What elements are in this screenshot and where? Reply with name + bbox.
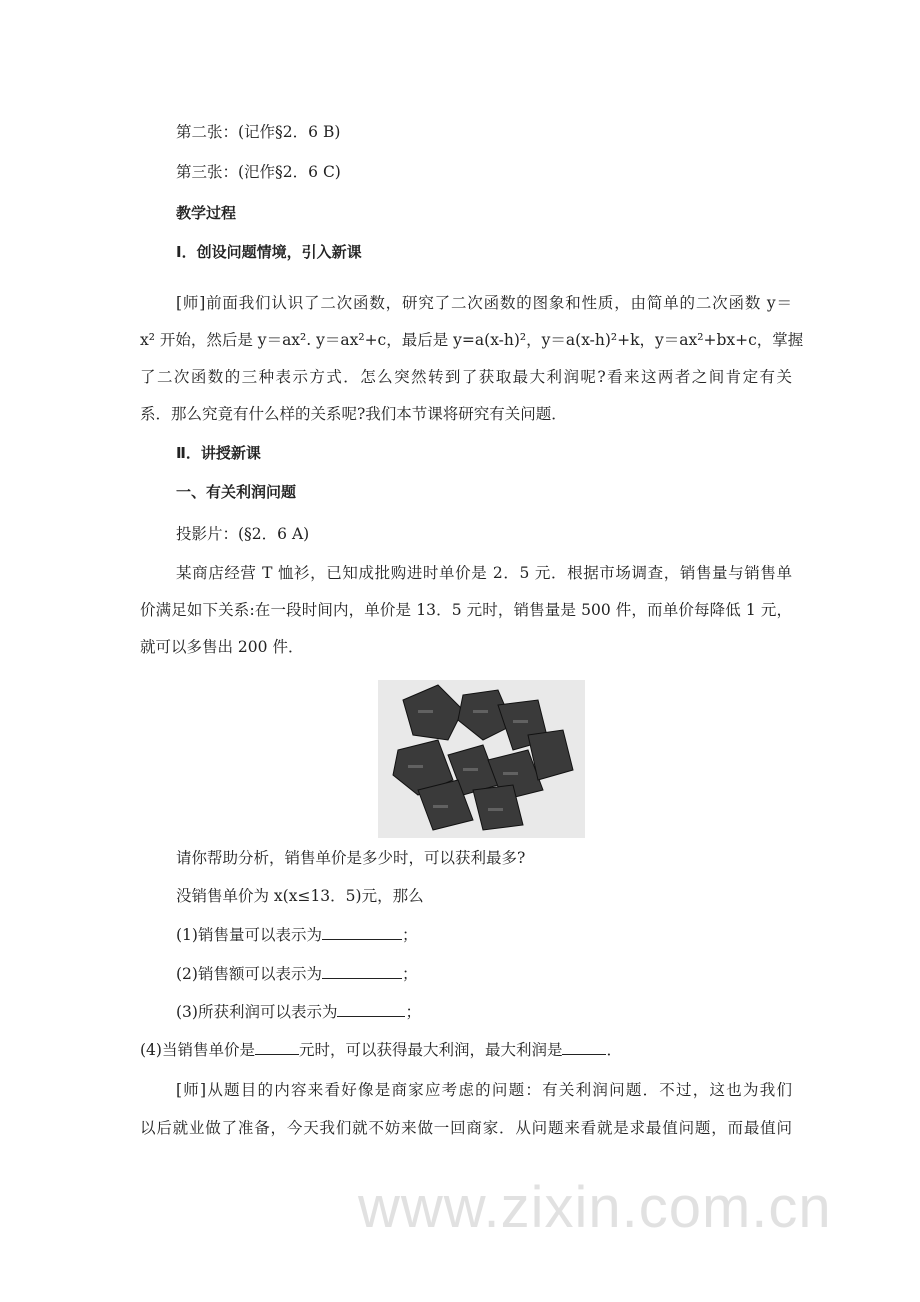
blank-question-2 xyxy=(176,963,828,984)
slide-b-line: 第二张：(记作§2．6 B) xyxy=(176,123,341,141)
slide-a-line: 投影片：(§2．6 A) xyxy=(176,525,310,543)
paragraph-line: 以后就业做了准备，今天我们就不妨来做一回商家．从问题来看就是求最值问题，而最值问 xyxy=(140,1119,792,1137)
paragraph-line: 系．那么究竟有什么样的关系呢?我们本节课将研究有关问题． xyxy=(140,405,567,423)
heading-section-2: Ⅱ．讲授新课 xyxy=(176,444,261,462)
question-line: 没销售单价为 x(x≤13．5)元，那么 xyxy=(176,887,424,905)
paragraph-line: 某商店经营 T 恤衫，已知成批购进时单价是 2．5 元．根据市场调查，销售量与销售单 xyxy=(176,564,792,582)
paragraph-line: [师]从题目的内容来看好像是商家应考虑的问题：有关利润问题．不过，这也为我们 xyxy=(176,1081,792,1099)
blank-question-1 xyxy=(176,924,828,945)
watermark: www.zixin.com.cn xyxy=(358,1175,832,1240)
heading-section-1: Ⅰ．创设问题情境，引入新课 xyxy=(176,243,362,261)
question-text: (1)销售量可以表示为 xyxy=(176,926,322,944)
blank-question-3 xyxy=(176,1001,828,1022)
slide-c-line: 第三张：(汜作§2．6 C) xyxy=(176,163,341,181)
question-line: 请你帮助分析，销售单价是多少时，可以获利最多? xyxy=(176,849,526,867)
answer-blank[interactable] xyxy=(337,1001,405,1017)
answer-blank[interactable] xyxy=(562,1039,606,1055)
question-text: (3)所获利润可以表示为 xyxy=(176,1003,338,1021)
answer-blank[interactable] xyxy=(322,963,402,979)
question-text: (4)当销售单价是 xyxy=(140,1041,255,1059)
heading-profit-problem: 一、有关利润问题 xyxy=(176,483,297,501)
answer-blank[interactable] xyxy=(255,1039,299,1055)
tshirt-image xyxy=(378,680,585,838)
question-punct: ； xyxy=(401,965,418,983)
paragraph-line: [师]前面我们认识了二次函数，研究了二次函数的图象和性质，由简单的二次函数 y＝ xyxy=(176,294,792,312)
answer-blank[interactable] xyxy=(322,924,402,940)
paragraph-line: 价满足如下关系:在一段时间内，单价是 13．5 元时，销售量是 500 件，而单价每降低 1 元， xyxy=(140,601,792,619)
heading-teaching-process: 教学过程 xyxy=(176,204,237,222)
question-text: (2)销售额可以表示为 xyxy=(176,965,322,983)
question-punct: ； xyxy=(405,1003,421,1021)
question-text: 元时，可以获得最大利润，最大利润是 xyxy=(298,1041,563,1059)
paragraph-line: 就可以多售出 200 件． xyxy=(140,638,304,656)
blank-question-4 xyxy=(140,1039,792,1060)
paragraph-line: x² 开始，然后是 y＝ax². y＝ax²+c，最后是 y=a(x-h)²，y＝a(x-h)²+k，y＝ax²+bx+c，掌握 xyxy=(140,331,804,349)
paragraph-line: 了二次函数的三种表示方式．怎么突然转到了获取最大利润呢?看来这两者之间肯定有关 xyxy=(140,368,792,386)
question-punct: ． xyxy=(606,1041,622,1059)
question-punct: ； xyxy=(401,926,418,944)
